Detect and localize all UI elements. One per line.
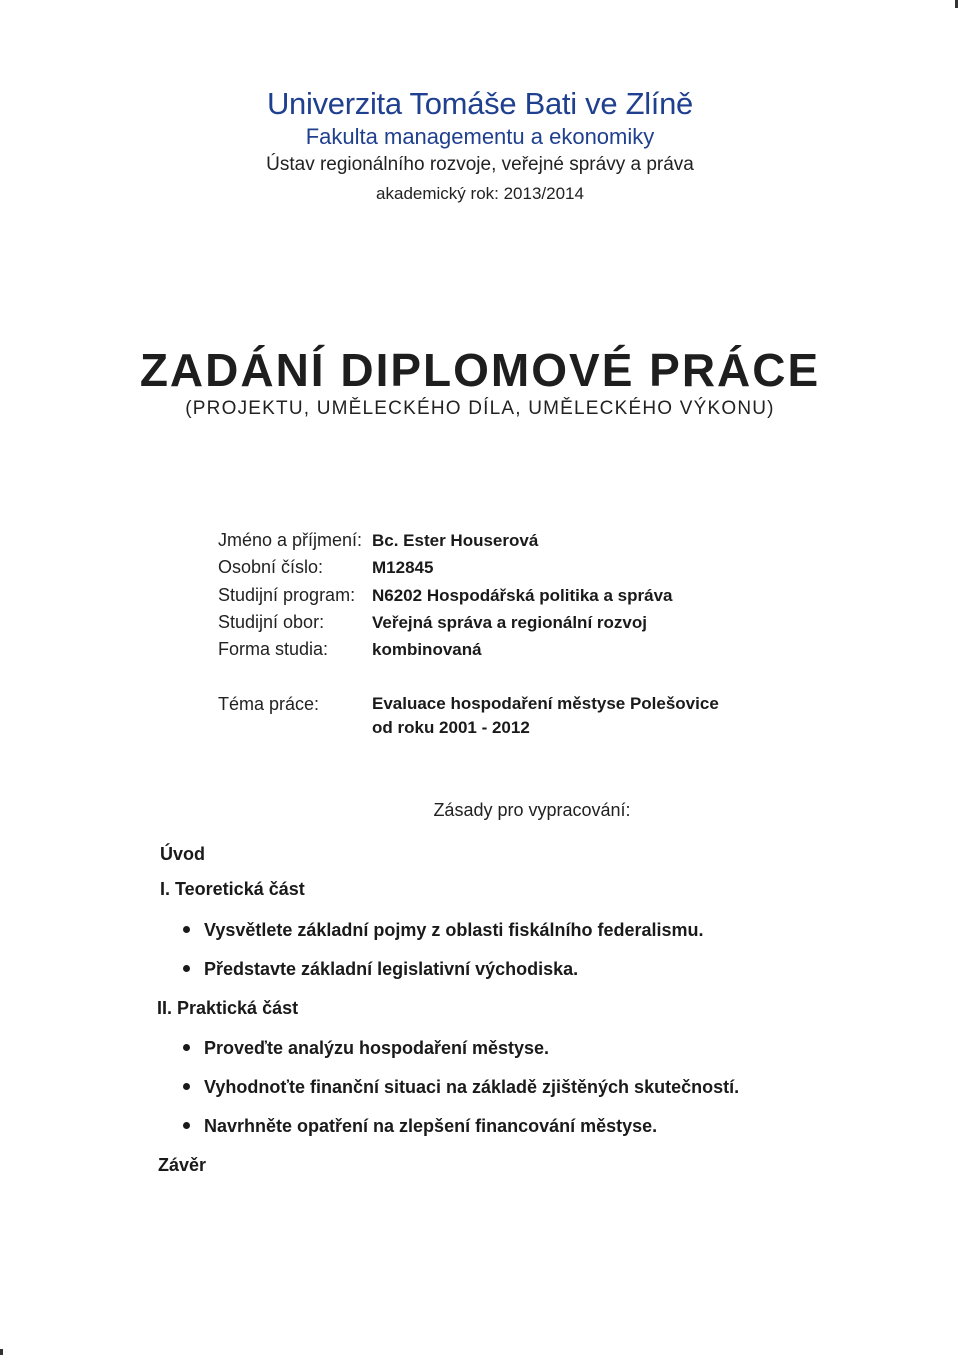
form-label: Forma studia: xyxy=(218,639,329,659)
topic-line-1: Evaluace hospodaření městyse Polešovice xyxy=(372,694,719,713)
principles-heading: Zásady pro vypracování: xyxy=(433,800,631,820)
list-item: Představte základní legislativní východiska. xyxy=(183,959,578,980)
id-value: M12845 xyxy=(372,558,434,577)
university-name: Univerzita Tomáše Bati ve Zlíně xyxy=(266,86,694,121)
bullet-icon xyxy=(183,1044,190,1051)
academic-year: akademický rok: 2013/2014 xyxy=(376,184,584,203)
institute-name: Ústav regionálního rozvoje, veřejné správy a práva xyxy=(266,154,694,175)
name-label: Jméno a příjmení: xyxy=(218,530,363,550)
section-conclusion: Závěr xyxy=(158,1155,207,1175)
program-value: N6202 Hospodářská politika a správa xyxy=(372,586,673,605)
document-title: ZADÁNÍ DIPLOMOVÉ PRÁCE xyxy=(139,344,821,396)
list-item: Proveďte analýzu hospodaření městyse. xyxy=(183,1038,549,1059)
bullet-icon xyxy=(183,926,190,933)
faculty-name: Fakulta managementu a ekonomiky xyxy=(305,124,655,149)
section-theory: I. Teoretická část xyxy=(160,879,305,899)
section-intro: Úvod xyxy=(160,844,205,864)
list-item: Vyhodnoťte finanční situaci na základě zjištěných skutečností. xyxy=(183,1077,739,1098)
id-label: Osobní číslo: xyxy=(218,557,324,577)
list-item: Navrhněte opatření na zlepšení financování městyse. xyxy=(183,1116,657,1137)
bullet-icon xyxy=(183,1122,190,1129)
section-practical: II. Praktická část xyxy=(157,998,299,1018)
bullet-icon xyxy=(183,965,190,972)
topic-line-2: od roku 2001 - 2012 xyxy=(372,718,530,737)
field-label: Studijní obor: xyxy=(218,612,325,632)
scan-mark xyxy=(955,0,958,8)
program-label: Studijní program: xyxy=(218,585,356,605)
field-value: Veřejná správa a regionální rozvoj xyxy=(372,613,647,632)
bullet-icon xyxy=(183,1083,190,1090)
scan-mark xyxy=(0,1349,3,1355)
form-value: kombinovaná xyxy=(372,640,482,659)
name-value: Bc. Ester Houserová xyxy=(372,531,539,550)
topic-label: Téma práce: xyxy=(218,694,320,714)
document-subtitle: (PROJEKTU, UMĚLECKÉHO DÍLA, UMĚLECKÉHO VÝKONU) xyxy=(185,398,775,419)
list-item: Vysvětlete základní pojmy z oblasti fiskálního federalismu. xyxy=(183,920,704,941)
